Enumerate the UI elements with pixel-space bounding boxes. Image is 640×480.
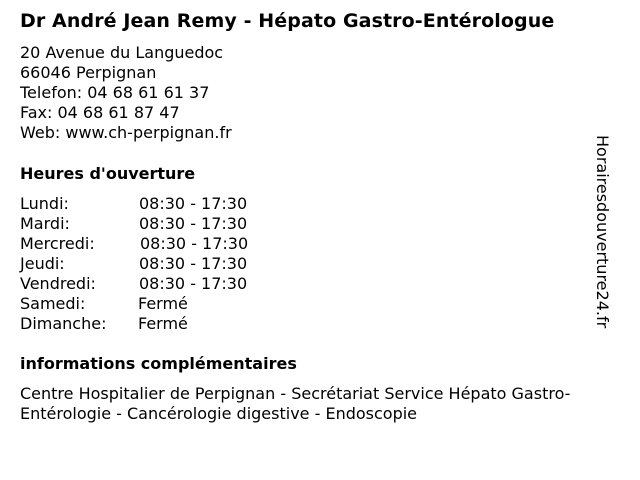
day-label: Mardi: <box>20 214 70 233</box>
day-label: Jeudi: <box>20 254 65 273</box>
day-time: 08:30 - 17:30 <box>139 254 248 273</box>
phone-number: Telefon: 04 68 61 61 37 <box>20 83 210 102</box>
day-label: Mercredi: <box>20 234 95 253</box>
fax-number: Fax: 04 68 61 87 47 <box>20 103 180 122</box>
site-watermark: Horairesdouverture24.fr <box>593 135 612 329</box>
info-heading: informations complémentaires <box>20 354 297 373</box>
hours-row-tuesday <box>20 214 320 234</box>
hours-row-friday <box>20 274 320 294</box>
day-time: 08:30 - 17:30 <box>139 274 248 293</box>
day-time: 08:30 - 17:30 <box>139 194 248 213</box>
hours-table <box>20 194 320 334</box>
hours-heading: Heures d'ouverture <box>20 164 196 183</box>
website: Web: www.ch-perpignan.fr <box>20 123 232 142</box>
day-time: 08:30 - 17:30 <box>139 214 248 233</box>
day-label: Vendredi: <box>20 274 96 293</box>
day-time: 08:30 - 17:30 <box>140 234 249 253</box>
address-block <box>20 43 232 143</box>
day-label: Lundi: <box>20 194 69 213</box>
hours-row-thursday <box>20 254 320 274</box>
day-time: Fermé <box>138 314 188 333</box>
info-text: Centre Hospitalier de Perpignan - Secrétariat Service Hépato Gastro-Entérologie - Cancérologie digestive - Endoscopie <box>20 384 571 423</box>
hours-row-monday <box>20 194 320 214</box>
hours-row-wednesday <box>20 234 320 254</box>
hours-row-sunday <box>20 314 320 334</box>
day-label: Samedi: <box>20 294 86 313</box>
day-label: Dimanche: <box>20 314 107 333</box>
page-title: Dr André Jean Remy - Hépato Gastro-Entérologue <box>20 10 555 32</box>
street-address: 20 Avenue du Languedoc <box>20 43 224 62</box>
hours-row-saturday <box>20 294 320 314</box>
day-time: Fermé <box>138 294 188 313</box>
city-address: 66046 Perpignan <box>20 63 157 82</box>
